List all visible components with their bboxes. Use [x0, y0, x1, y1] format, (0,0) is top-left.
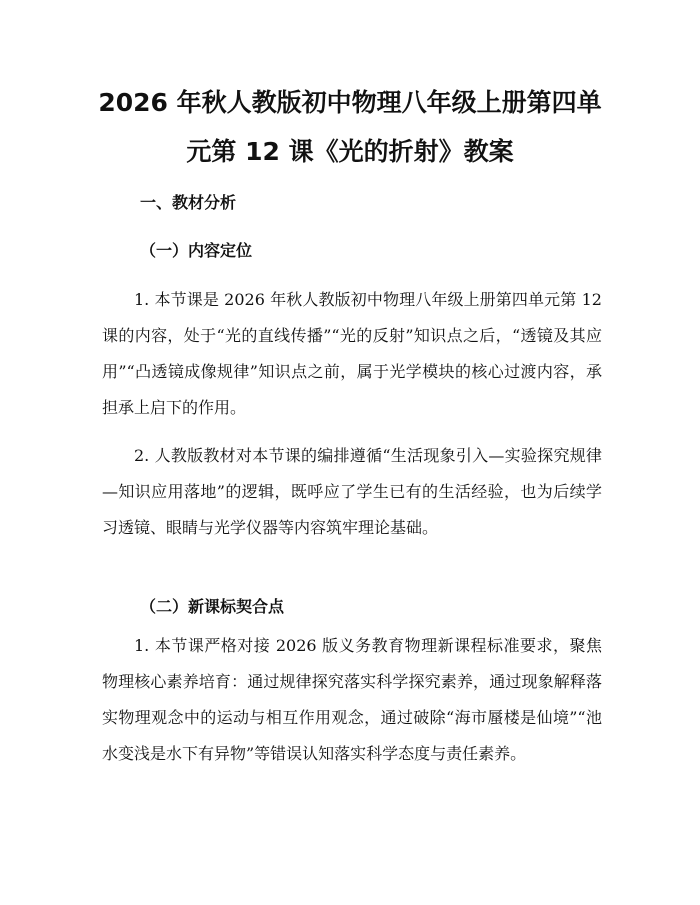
- section-heading-textbook-analysis: 一、教材分析: [140, 193, 237, 212]
- subsection-heading-curriculum-standards: （二）新课标契合点: [140, 597, 285, 616]
- paragraph-content-positioning-2: 2. 人教版教材对本节课的编排遵循“生活现象引入—实验探究规律—知识应用落地”的逻辑，既呼应了学生已有的生活经验，也为后续学习透镜、眼睛与光学仪器等内容筑牢理论基础。: [102, 446, 602, 537]
- document-title-line-2: 元第 12 课《光的折射》教案: [186, 137, 514, 166]
- document-title-line-1: 2026 年秋人教版初中物理八年级上册第四单: [98, 88, 602, 117]
- subsection-heading-content-positioning: （一）内容定位: [140, 241, 253, 260]
- paragraph-content-positioning-1: 1. 本节课是 2026 年秋人教版初中物理八年级上册第四单元第 12 课的内容，处于“光的直线传播”“光的反射”知识点之后，“透镜及其应用”“凸透镜成像规律”知识点之前，属于光学模块的核心过渡内容，承担承上启下的作用。: [102, 290, 602, 417]
- paragraph-curriculum-standards-1: 1. 本节课严格对接 2026 版义务教育物理新课程标准要求，聚焦物理核心素养培育：通过规律探究落实科学探究素养，通过现象解释落实物理观念中的运动与相互作用观念，通过破除“海市蜃楼是仙境”“池水变浅是水下有异物”等错误认知落实科学态度与责任素养。: [102, 636, 602, 763]
